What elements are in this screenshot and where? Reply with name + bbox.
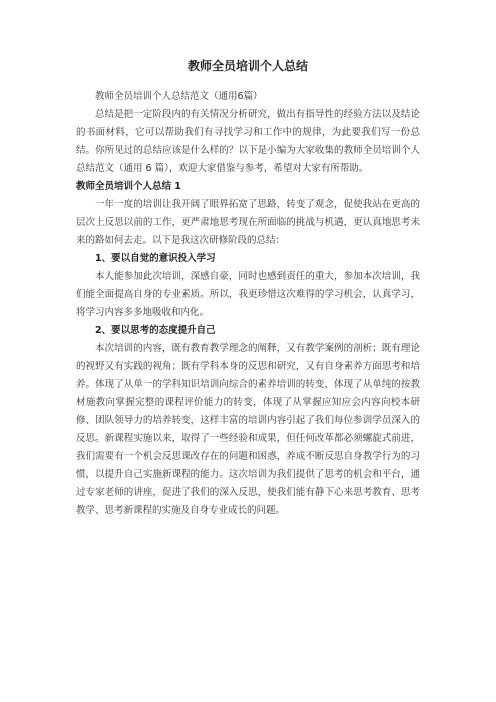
section-intro-paragraph: 一年一度的培训让我开阔了眼界拓宽了思路，转变了观念，促使我站在更高的层次上反思以前的工作，更严肃地思考现在所面临的挑战与机遇，更认真地思考未来的路如何去走。以下是我这次研修阶段的总结：	[76, 199, 420, 246]
point-1-heading: 1、要以自觉的意识投入学习	[95, 253, 216, 264]
point-1-paragraph: 本人能参加此次培训，深感自豪，同时也感到责任的重大，参加本次培训，我们能全面提高自身的专业素质。所以，我更珍惜这次难得的学习机会，认真学习，将学习内容多多地吸收和内化。	[76, 271, 420, 318]
intro-paragraph: 总结是把一定阶段内的有关情况分析研究，做出有指导性的经验方法以及结论的书面材料，它可以帮助我们有寻找学习和工作中的规律，为此要我们写一份总结。你所见过的总结应该是什么样的？以下是小编为大家收集的教师全员培训个人总结范文（通用 6 篇），欢迎大家借鉴与参考，希望对大家有所帮助。	[76, 109, 420, 174]
section-title: 教师全员培训个人总结 1	[76, 181, 181, 192]
document-subtitle: 教师全员培训个人总结范文（通用6篇）	[95, 91, 263, 102]
point-2-paragraph: 本次培训的内容，既有教育教学理念的阐释，又有教学案例的剖析；既有理论的视野又有实践的视角；既有学科本身的反思和研究，又有自身素养方面思考和培养。体现了从单一的学科知识培训向综合的素养培训的转变，体现了从单纯的按教材施教向掌握完整的课程评价能力的转变，体现了从掌握应知应会内容向校本研修、团队领导力的培养转变，这样丰富的培训内容引起了我们每位参训学员深入的反思。新课程实施以来，取得了一些经验和成果，但任何改革都必须螺旋式前进，我们需要有一个机会反思课改存在的问题和困惑，养成不断反思自身教学行为的习惯，以提升自己实施新课程的能力。这次培训为我们提供了思考的机会和平台，通过专家老师的讲座，促进了我们的深入反思，使我们能有静下心来思考教育、思考教学、思考新课程的实施及自身专业成长的问题。	[76, 343, 420, 516]
document-title: 教师全员培训个人总结	[187, 59, 308, 73]
point-2-heading: 2、要以思考的态度提升自己	[95, 325, 216, 336]
